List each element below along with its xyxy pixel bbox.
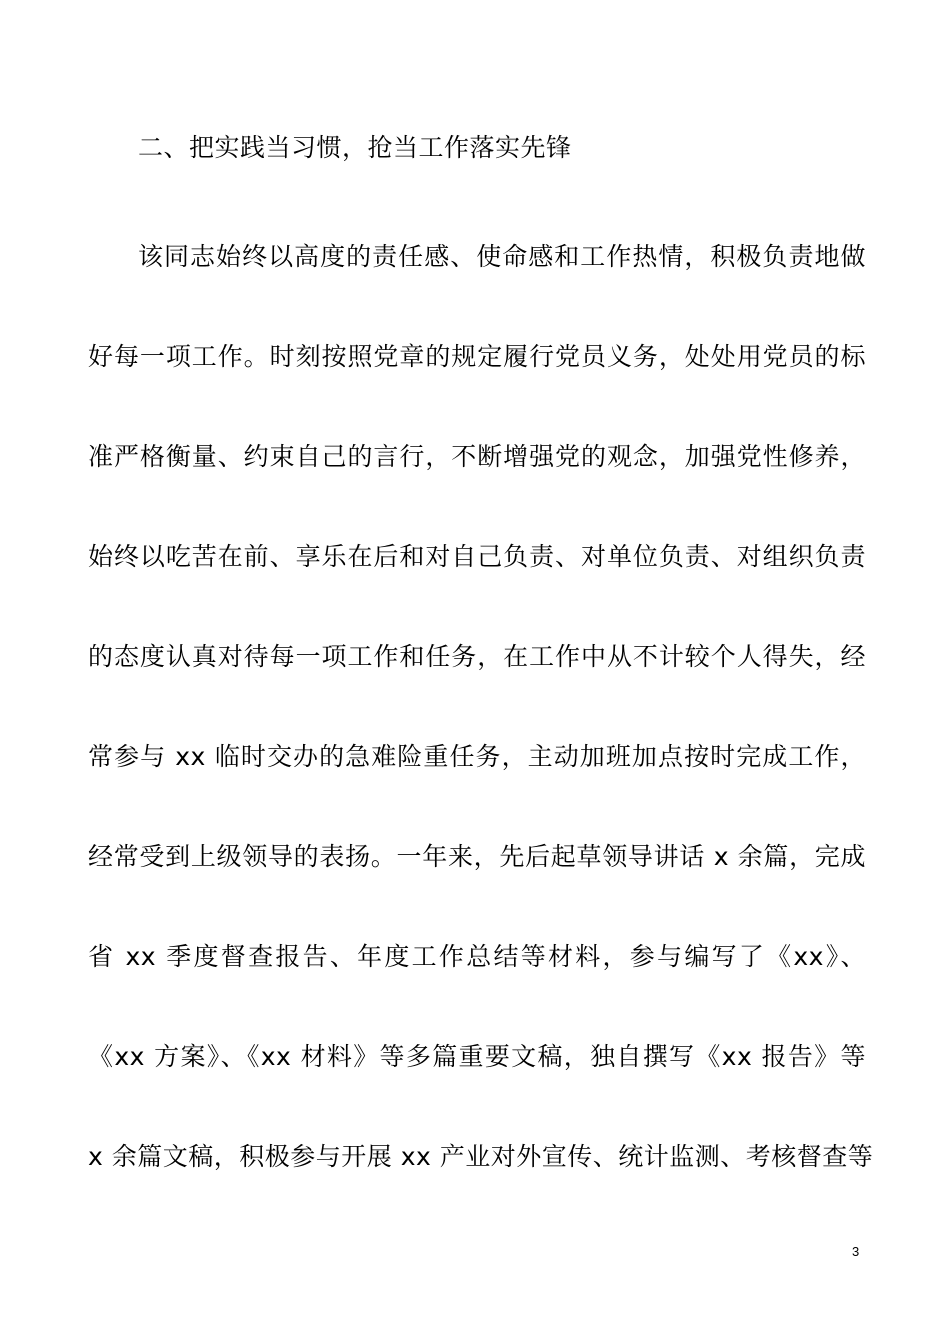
- paragraph-line: 始终以吃苦在前、享乐在后和对自己负责、对单位负责、对组织负责: [88, 542, 866, 571]
- paragraph-line: 好每一项工作。时刻按照党章的规定履行党员义务，处处用党员的标: [88, 342, 866, 371]
- paragraph-line: 经常受到上级领导的表扬。一年来，先后起草领导讲话 x 余篇，完成: [88, 842, 866, 871]
- paragraph-line: 准严格衡量、约束自己的言行，不断增强党的观念，加强党性修养，: [88, 442, 866, 471]
- paragraph-line: 该同志始终以高度的责任感、使命感和工作热情，积极负责地做: [138, 242, 866, 271]
- page-number: 3: [852, 1244, 860, 1259]
- paragraph-line: 《xx 方案》、《xx 材料》等多篇重要文稿，独自撰写《xx 报告》等: [88, 1042, 866, 1071]
- paragraph-line: 的态度认真对待每一项工作和任务，在工作中从不计较个人得失，经: [88, 642, 866, 671]
- section-heading: 二、把实践当习惯，抢当工作落实先锋: [138, 133, 572, 162]
- paragraph-line: 常参与 xx 临时交办的急难险重任务，主动加班加点按时完成工作，: [88, 742, 866, 771]
- paragraph-line: x 余篇文稿，积极参与开展 xx 产业对外宣传、统计监测、考核督查等: [88, 1142, 874, 1171]
- paragraph-line: 省 xx 季度督查报告、年度工作总结等材料，参与编写了《xx》、: [88, 942, 866, 971]
